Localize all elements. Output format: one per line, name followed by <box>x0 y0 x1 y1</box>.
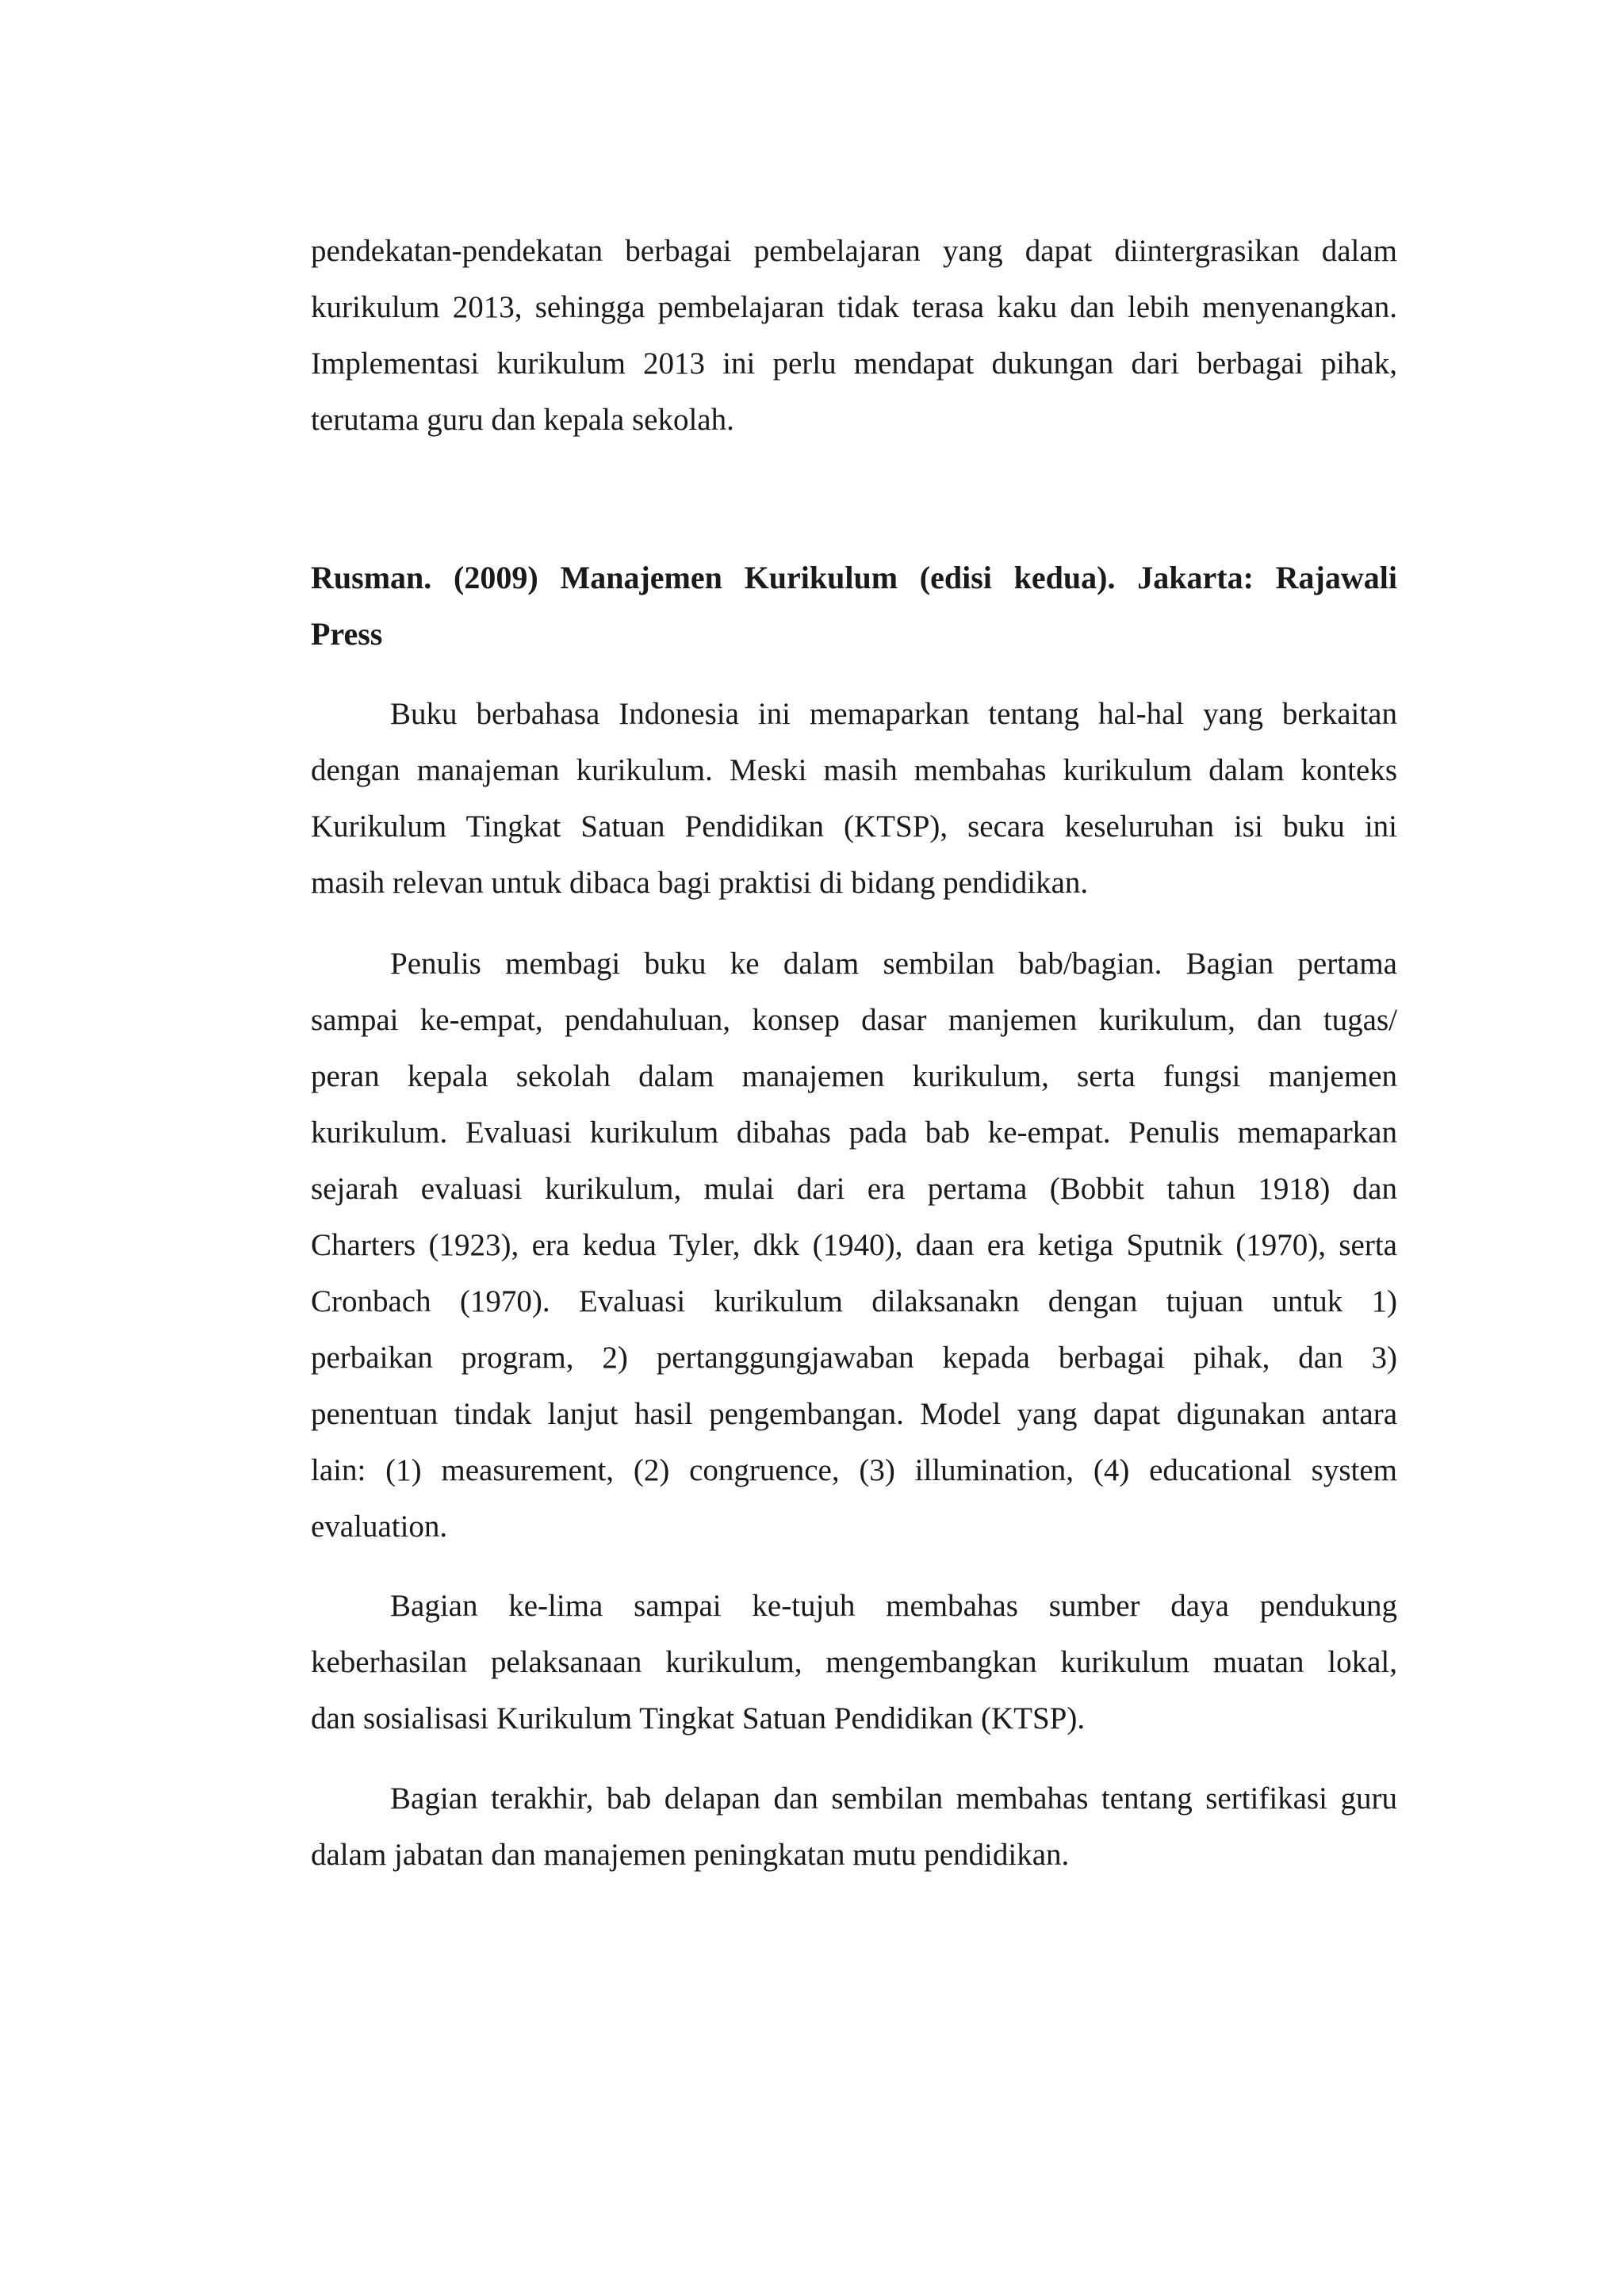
text-line: terutama guru dan kepala sekolah. <box>311 403 734 437</box>
text-line: lain: (1) measurement, (2) congruence, (3) illumination, (4) educational system <box>311 1453 1397 1487</box>
text-line: perbaikan program, 2) pertanggungjawaban kepada berbagai pihak, dan 3) <box>311 1341 1397 1375</box>
text-line: pendekatan-pendekatan berbagai pembelajaran yang dapat diintergrasikan dalam <box>311 234 1397 268</box>
text-line: masih relevan untuk dibaca bagi praktisi di bidang pendidikan. <box>311 866 1089 900</box>
text-line: evaluation. <box>311 1510 448 1544</box>
text-line: sejarah evaluasi kurikulum, mulai dari era pertama (Bobbit tahun 1918) dan <box>311 1172 1397 1206</box>
text-line: Buku berbahasa Indonesia ini memaparkan tentang hal-hal yang berkaitan <box>390 697 1397 731</box>
citation-line: Press <box>311 616 383 652</box>
text-line: Implementasi kurikulum 2013 ini perlu mendapat dukungan dari berbagai pihak, <box>311 346 1397 381</box>
text-line: kurikulum. Evaluasi kurikulum dibahas pada bab ke-empat. Penulis memaparkan <box>311 1115 1397 1150</box>
text-line: dan sosialisasi Kurikulum Tingkat Satuan Pendidikan (KTSP). <box>311 1701 1086 1735</box>
citation-line: Rusman. (2009) Manajemen Kurikulum (edisi kedua). Jakarta: Rajawali <box>311 560 1397 595</box>
text-line: keberhasilan pelaksanaan kurikulum, mengembangkan kurikulum muatan lokal, <box>311 1645 1397 1679</box>
text-line: peran kepala sekolah dalam manajemen kurikulum, serta fungsi manjemen <box>311 1059 1397 1093</box>
text-line: penentuan tindak lanjut hasil pengembangan. Model yang dapat digunakan antara <box>311 1397 1397 1431</box>
text-line: Penulis membagi buku ke dalam sembilan bab/bagian. Bagian pertama <box>390 947 1397 981</box>
text-line: Bagian ke-lima sampai ke-tujuh membahas sumber daya pendukung <box>390 1589 1397 1623</box>
text-line: Cronbach (1970). Evaluasi kurikulum dilaksanakn dengan tujuan untuk 1) <box>311 1284 1397 1318</box>
text-line: Kurikulum Tingkat Satuan Pendidikan (KTSP), secara keseluruhan isi buku ini <box>311 809 1397 844</box>
text-line: kurikulum 2013, sehingga pembelajaran tidak terasa kaku dan lebih menyenangkan. <box>311 290 1397 324</box>
text-line: Charters (1923), era kedua Tyler, dkk (1940), daan era ketiga Sputnik (1970), serta <box>311 1228 1397 1262</box>
text-line: Bagian terakhir, bab delapan dan sembilan membahas tentang sertifikasi guru <box>390 1781 1397 1816</box>
text-line: dengan manajeman kurikulum. Meski masih membahas kurikulum dalam konteks <box>311 753 1397 787</box>
text-line: dalam jabatan dan manajemen peningkatan mutu pendidikan. <box>311 1838 1070 1872</box>
text-line: sampai ke-empat, pendahuluan, konsep dasar manjemen kurikulum, dan tugas/ <box>311 1003 1397 1037</box>
